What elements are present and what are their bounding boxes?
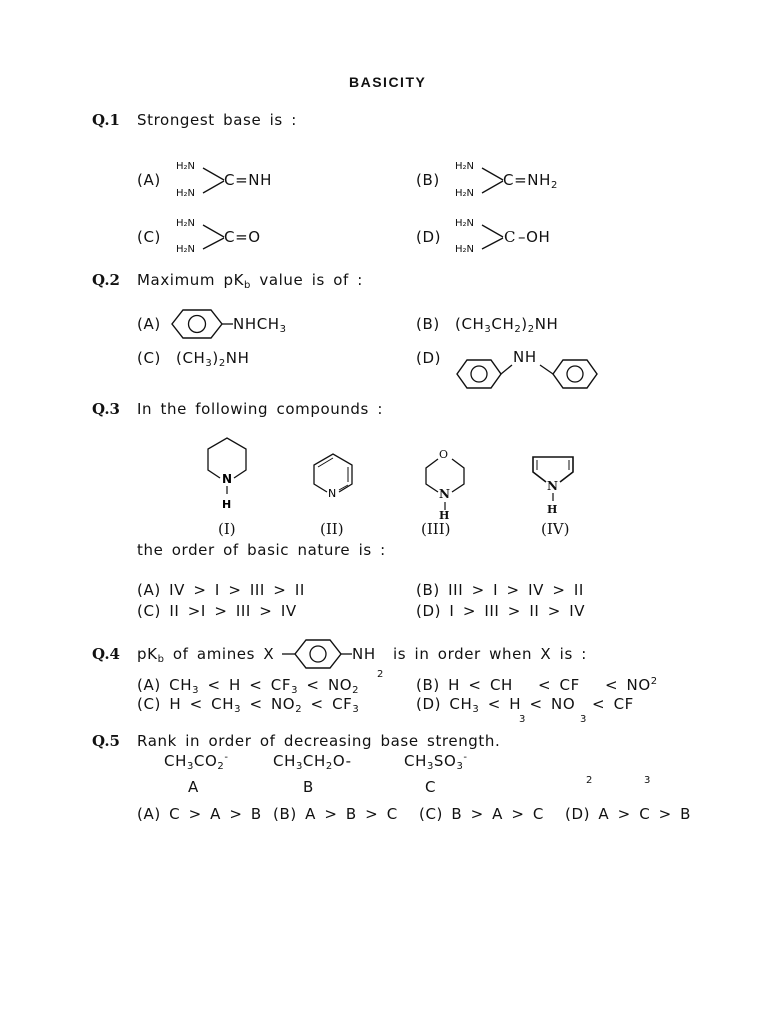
q3-morpholine-o: O [439,448,449,461]
q1-c-group: C=O [224,228,261,246]
q2-text: Maximum $pK_b$ value is of : [137,271,363,291]
q3-option-d: (D) I > III > II > IV [416,602,586,620]
svg-text:H: H [222,498,232,511]
q2-b-formula: $(CH_3CH_2)_2NH$ [455,315,559,335]
q5-stray-3: 3 [644,775,651,786]
q1-option-d-label: (D) [416,228,442,246]
q3-number: Q.3 [92,400,120,418]
q4-option-a: (A) $CH_3 < H < CF_3 < NO_2$ [137,676,360,696]
svg-text:N: N [222,472,233,486]
q1-a-amine-top: H₂N [176,161,196,172]
q5-label-b: B [303,778,314,796]
page-title: BASICITY [349,74,427,90]
q1-d-amine-top: H₂N [455,218,475,229]
q1-d-group: –OH [518,228,551,246]
q3-label-ii: (II) [320,520,344,538]
q2-c-formula: $(CH_3)_2NH$ [176,349,250,369]
q4-nh: NH [352,645,376,663]
q4-number: Q.4 [92,645,120,663]
q4-benzene-icon [0,0,10,10]
q4-option-b: (B) H < CH < CF < $NO^2$ [416,676,658,694]
q4-d-sub-no: 3 [580,714,587,725]
q3-pyrrole-n: N [547,479,558,493]
piperidine-icon [208,438,246,511]
q5-label-a: A [188,778,199,796]
q5-label-c: C [425,778,437,796]
q1-number: Q.1 [92,111,120,129]
q2-a-group: $NHCH_3$ [233,315,287,335]
q3-pyrrole-h: H [547,503,558,516]
q5-compound-b: $CH_3CH_2O-$ [273,752,352,772]
q1-text: Strongest base is : [137,111,297,129]
q3-option-c: (C) II >I > III > IV [137,602,297,620]
pyridine-icon [314,454,352,500]
q3-label-iv: (IV) [541,520,570,538]
q2-option-d-label: (D) [416,349,442,367]
q3-text: In the following compounds : [137,400,383,418]
q1-c-amine-bottom: H₂N [176,244,196,255]
q5-compound-a: $CH_3CO_2^-$ [164,752,229,772]
q1-option-a-label: (A) [137,171,161,189]
q5-stray-2: 2 [586,775,593,786]
q1-b-amine-top: H₂N [455,161,475,172]
q1-d-carbon: C [504,228,516,246]
q4-text-start: $pK_b$ of amines X [137,645,275,665]
q5-option-b: (B) A > B > C [273,805,398,823]
q2-option-b-label: (B) [416,315,440,333]
q4-d-sub-h: 3 [519,714,526,725]
q2-d-nh: NH [513,348,537,366]
morpholine-icon [426,459,464,510]
q1-a-amine-bottom: H₂N [176,188,196,199]
q1-b-group: $C=NH_2$ [503,171,558,191]
q5-option-d: (D) A > C > B [565,805,692,823]
q4-option-c: (C) $H < CH_3 < NO_2 < CF_3$ [137,695,360,715]
q1-a-group: C=NH [224,171,272,189]
q5-compound-c: $CH_3SO_3^-$ [404,752,468,772]
q3-option-a: (A) IV > I > III > II [137,581,305,599]
svg-text:N: N [328,487,337,500]
q2-number: Q.2 [92,271,120,289]
q1-c-amine-top: H₂N [176,218,196,229]
q1-b-amine-bottom: H₂N [455,188,475,199]
q3-order-text: the order of basic nature is : [137,541,386,559]
q4-stray-superscript: 2 [377,669,384,680]
q5-number: Q.5 [92,732,120,750]
q4-option-d: (D) $CH_3 < H$ < NO < CF [416,695,634,715]
q5-text: Rank in order of decreasing base strength. [137,732,501,750]
q3-label-iii: (III) [421,520,451,538]
q1-d-amine-bottom: H₂N [455,244,475,255]
q3-option-b: (B) III > I > IV > II [416,581,584,599]
q5-option-a: (A) C > A > B [137,805,262,823]
q3-morpholine-n: N [439,487,450,501]
q1-option-b-label: (B) [416,171,440,189]
q2-option-c-label: (C) [137,349,161,367]
q3-label-i: (I) [218,520,236,538]
q3-morpholine-h: H [439,509,450,522]
q4-text-end: is in order when X is : [393,645,587,663]
q2-option-a-label: (A) [137,315,161,333]
q5-option-c: (C) B > A > C [419,805,544,823]
q1-option-c-label: (C) [137,228,161,246]
